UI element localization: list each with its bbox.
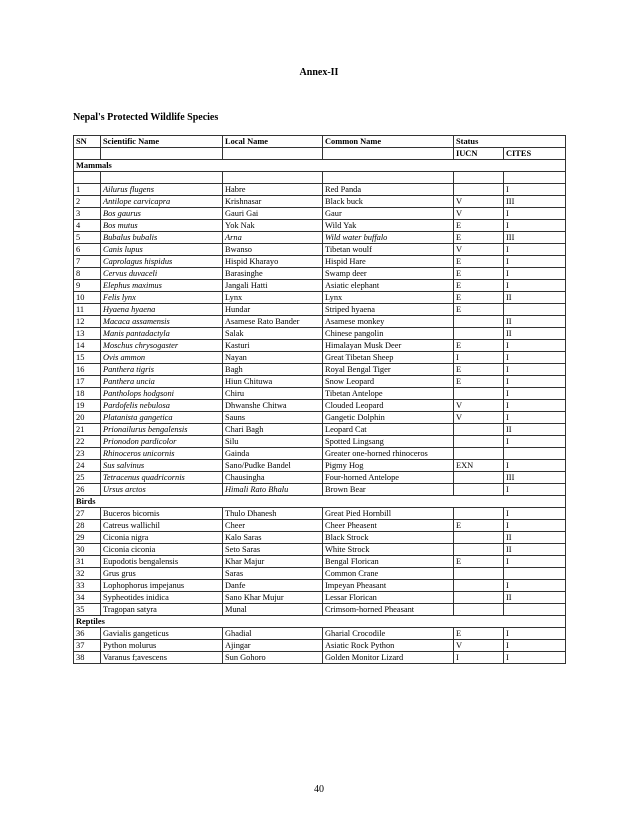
common-name-cell: Golden Monitor Lizard [323,652,454,664]
iucn-cell: E [454,232,504,244]
local-name-cell: Chiru [223,388,323,400]
sn-cell: 29 [74,532,101,544]
iucn-cell [454,316,504,328]
cites-cell: II [504,532,566,544]
sn-cell: 11 [74,304,101,316]
table-row [74,628,566,640]
sn-cell: 15 [74,352,101,364]
sn-cell: 34 [74,592,101,604]
section-title: Mammals [74,160,566,172]
cites-cell: I [504,256,566,268]
common-name-cell: Clouded Leopard [323,400,454,412]
cites-cell: I [504,520,566,532]
sn-cell: 5 [74,232,101,244]
sn-cell: 38 [74,652,101,664]
scientific-name-cell: Tetracenus quadricornis [101,472,223,484]
iucn-cell: E [454,280,504,292]
scientific-name-cell: Varanus f;avescens [101,652,223,664]
local-name-cell: Bwanso [223,244,323,256]
scientific-name-cell: Gavialis gangeticus [101,628,223,640]
local-name-cell: Sun Gohoro [223,652,323,664]
iucn-cell [454,448,504,460]
local-name-cell: Lynx [223,292,323,304]
iucn-cell [454,184,504,196]
table-row [74,364,566,376]
scientific-name-cell: Elephus maximus [101,280,223,292]
table-row [74,544,566,556]
table-row [74,448,566,460]
local-name-cell: Gainda [223,448,323,460]
local-name-cell: Gauri Gai [223,208,323,220]
cites-cell: I [504,208,566,220]
scientific-name-cell: Lophophorus impejanus [101,580,223,592]
table-row [74,484,566,496]
local-name-cell: Sauns [223,412,323,424]
common-name-cell: Asamese monkey [323,316,454,328]
common-name-cell: Hispid Hare [323,256,454,268]
local-name-cell: Himali Rato Bhalu [223,484,323,496]
section-row-reptiles [74,616,566,628]
cites-cell: I [504,376,566,388]
cites-cell: II [504,292,566,304]
local-name-cell: Ajingar [223,640,323,652]
cites-cell: III [504,472,566,484]
local-name-cell: Krishnasar [223,196,323,208]
sn-cell: 27 [74,508,101,520]
local-name-cell: Bagh [223,364,323,376]
scientific-name-cell: Platanista gangetica [101,412,223,424]
iucn-cell: E [454,220,504,232]
scientific-name-cell: Hyaena hyaena [101,304,223,316]
cites-cell: I [504,220,566,232]
scientific-name-cell: Eupodotis bengalensis [101,556,223,568]
sn-cell: 14 [74,340,101,352]
iucn-cell [454,604,504,616]
local-name-cell: Barasinghe [223,268,323,280]
sn-cell: 25 [74,472,101,484]
header-row [74,136,566,148]
table-row [74,472,566,484]
iucn-cell: V [454,640,504,652]
table-row [74,520,566,532]
common-name-cell: Bengal Florican [323,556,454,568]
local-name-cell: Munal [223,604,323,616]
local-name-cell: Salak [223,328,323,340]
cites-cell [504,568,566,580]
common-name-cell: Common Crane [323,568,454,580]
sn-cell: 21 [74,424,101,436]
table-row [74,376,566,388]
cites-cell: II [504,328,566,340]
local-name-cell: Seto Saras [223,544,323,556]
section-title: Birds [74,496,566,508]
scientific-name-cell: Grus grus [101,568,223,580]
table-row [74,388,566,400]
cites-cell: I [504,412,566,424]
scientific-name-cell: Pantholops hodgsoni [101,388,223,400]
cites-cell: I [504,388,566,400]
common-name-cell: Black buck [323,196,454,208]
table-row [74,244,566,256]
local-name-cell: Asamese Rato Bander [223,316,323,328]
iucn-cell: V [454,196,504,208]
scientific-name-cell: Sus salvinus [101,460,223,472]
iucn-cell: V [454,244,504,256]
local-name-cell: Kalo Saras [223,532,323,544]
iucn-cell: V [454,412,504,424]
iucn-cell [454,424,504,436]
cites-cell [504,604,566,616]
sn-cell: 23 [74,448,101,460]
common-name-cell: Black Strock [323,532,454,544]
scientific-name-cell: Prionodon pardicolor [101,436,223,448]
cites-cell: I [504,268,566,280]
local-name-cell: Chari Bagh [223,424,323,436]
iucn-cell: E [454,364,504,376]
common-name-cell: Royal Bengal Tiger [323,364,454,376]
sn-cell: 13 [74,328,101,340]
cites-cell: I [504,640,566,652]
iucn-cell: E [454,520,504,532]
common-name-cell: Crimsom-horned Pheasant [323,604,454,616]
header-sn: SN [74,136,101,148]
scientific-name-cell: Bos gaurus [101,208,223,220]
cites-cell [504,304,566,316]
local-name-cell: Ghadial [223,628,323,640]
table-row [74,340,566,352]
local-name-cell: Saras [223,568,323,580]
local-name-cell: Cheer [223,520,323,532]
common-name-cell: Great Pied Hornbill [323,508,454,520]
header-local-name: Local Name [223,136,323,148]
table-row [74,652,566,664]
header-subrow [74,148,566,160]
sn-cell: 30 [74,544,101,556]
iucn-cell: E [454,628,504,640]
cites-cell: I [504,484,566,496]
scientific-name-cell: Felis lynx [101,292,223,304]
table-row [74,580,566,592]
common-name-cell: Gaur [323,208,454,220]
local-name-cell: Habre [223,184,323,196]
sn-cell: 20 [74,412,101,424]
common-name-cell: Red Panda [323,184,454,196]
iucn-cell: E [454,268,504,280]
sn-cell: 22 [74,436,101,448]
table-row [74,568,566,580]
common-name-cell: Leopard Cat [323,424,454,436]
scientific-name-cell: Cervus duvaceli [101,268,223,280]
local-name-cell: Danfe [223,580,323,592]
sn-cell: 9 [74,280,101,292]
local-name-cell: Sano Khar Mujur [223,592,323,604]
common-name-cell: Striped hyaena [323,304,454,316]
table-row [74,220,566,232]
local-name-cell: Kasturi [223,340,323,352]
sn-cell: 18 [74,388,101,400]
scientific-name-cell: Ciconia ciconia [101,544,223,556]
table-row [74,184,566,196]
cites-cell [504,448,566,460]
scientific-name-cell: Pardofelis nebulosa [101,400,223,412]
sn-cell: 28 [74,520,101,532]
header-status: Status [454,136,566,148]
cites-cell: I [504,184,566,196]
iucn-cell [454,508,504,520]
common-name-cell: Impeyan Pheasant [323,580,454,592]
scientific-name-cell: Prionailurus bengalensis [101,424,223,436]
iucn-cell: E [454,292,504,304]
blank-row [74,172,566,184]
scientific-name-cell: Macaca assamensis [101,316,223,328]
common-name-cell: Great Tibetan Sheep [323,352,454,364]
iucn-cell [454,544,504,556]
scientific-name-cell: Ursus arctos [101,484,223,496]
table-row [74,232,566,244]
common-name-cell: Swamp deer [323,268,454,280]
cites-cell: II [504,544,566,556]
common-name-cell: Gangetic Dolphin [323,412,454,424]
iucn-cell [454,484,504,496]
iucn-cell [454,532,504,544]
cites-cell: I [504,652,566,664]
iucn-cell: E [454,304,504,316]
table-row [74,316,566,328]
common-name-cell: Asiatic elephant [323,280,454,292]
iucn-cell [454,388,504,400]
scientific-name-cell: Buceros bicornis [101,508,223,520]
sn-cell: 6 [74,244,101,256]
sn-cell: 8 [74,268,101,280]
cites-cell: III [504,232,566,244]
scientific-name-cell: Panthera tigris [101,364,223,376]
common-name-cell: Wild Yak [323,220,454,232]
sn-cell: 37 [74,640,101,652]
common-name-cell: Lessar Florican [323,592,454,604]
header-iucn: IUCN [454,148,504,160]
cites-cell: I [504,400,566,412]
iucn-cell: E [454,376,504,388]
scientific-name-cell: Sypheotides inidica [101,592,223,604]
sn-cell: 33 [74,580,101,592]
table-row [74,592,566,604]
common-name-cell: Cheer Pheasent [323,520,454,532]
common-name-cell: Himalayan Musk Deer [323,340,454,352]
cites-cell: I [504,556,566,568]
table-row [74,292,566,304]
scientific-name-cell: Antilope carvicapra [101,196,223,208]
common-name-cell: Four-horned Antelope [323,472,454,484]
common-name-cell: Greater one-horned rhinoceros [323,448,454,460]
section-title: Reptiles [74,616,566,628]
sn-cell: 1 [74,184,101,196]
common-name-cell: White Strock [323,544,454,556]
table-row [74,208,566,220]
scientific-name-cell: Catreus wallichil [101,520,223,532]
local-name-cell: Thulo Dhanesh [223,508,323,520]
table-row [74,640,566,652]
local-name-cell: Arna [223,232,323,244]
scientific-name-cell: Bos mutus [101,220,223,232]
table-row [74,532,566,544]
common-name-cell: Tibetan Antelope [323,388,454,400]
cites-cell: II [504,592,566,604]
table-row [74,460,566,472]
common-name-cell: Snow Leopard [323,376,454,388]
common-name-cell: Asiatic Rock Python [323,640,454,652]
scientific-name-cell: Bubalus bubalis [101,232,223,244]
table-row [74,508,566,520]
table-row [74,556,566,568]
iucn-cell: V [454,400,504,412]
local-name-cell: Chausingha [223,472,323,484]
iucn-cell: E [454,556,504,568]
scientific-name-cell: Rhinoceros unicornis [101,448,223,460]
section-row-birds [74,496,566,508]
common-name-cell: Lynx [323,292,454,304]
local-name-cell: Dhwanshe Chitwa [223,400,323,412]
table-row [74,604,566,616]
cites-cell: III [504,196,566,208]
table-row [74,400,566,412]
cites-cell: I [504,436,566,448]
annex-title: Annex-II [299,67,339,78]
section-row-mammals [74,160,566,172]
iucn-cell [454,568,504,580]
scientific-name-cell: Tragopan satyra [101,604,223,616]
table-row [74,424,566,436]
scientific-name-cell: Ailurus flugens [101,184,223,196]
common-name-cell: Wild water buffalo [323,232,454,244]
header-common-name: Common Name [323,136,454,148]
common-name-cell: Brown Bear [323,484,454,496]
scientific-name-cell: Panthera uncia [101,376,223,388]
table-row [74,256,566,268]
iucn-cell: E [454,340,504,352]
cites-cell: II [504,424,566,436]
cites-cell: I [504,340,566,352]
iucn-cell [454,472,504,484]
table-row [74,328,566,340]
cites-cell: I [504,580,566,592]
sn-cell: 4 [74,220,101,232]
common-name-cell: Gharial Crocodile [323,628,454,640]
scientific-name-cell: Python molurus [101,640,223,652]
cites-cell: I [504,628,566,640]
sn-cell: 24 [74,460,101,472]
common-name-cell: Spotted Lingsang [323,436,454,448]
iucn-cell: V [454,208,504,220]
cites-cell: I [504,244,566,256]
sn-cell: 10 [74,292,101,304]
scientific-name-cell: Ovis ammon [101,352,223,364]
local-name-cell: Hiun Chituwa [223,376,323,388]
sn-cell: 31 [74,556,101,568]
local-name-cell: Nayan [223,352,323,364]
table-row [74,304,566,316]
cites-cell: I [504,460,566,472]
local-name-cell: Yok Nak [223,220,323,232]
sn-cell: 36 [74,628,101,640]
local-name-cell: Jangali Hatti [223,280,323,292]
table-row [74,436,566,448]
sn-cell: 26 [74,484,101,496]
iucn-cell [454,580,504,592]
sn-cell: 35 [74,604,101,616]
sn-cell: 2 [74,196,101,208]
sn-cell: 17 [74,376,101,388]
cites-cell: I [504,352,566,364]
header-cites: CITES [504,148,566,160]
iucn-cell [454,328,504,340]
local-name-cell: Sano/Pudke Bandel [223,460,323,472]
sn-cell: 32 [74,568,101,580]
sn-cell: 12 [74,316,101,328]
cites-cell: II [504,316,566,328]
common-name-cell: Pigmy Hog [323,460,454,472]
scientific-name-cell: Canis lupus [101,244,223,256]
iucn-cell: I [454,352,504,364]
scientific-name-cell: Manis pantadactyla [101,328,223,340]
scientific-name-cell: Moschus chrysogaster [101,340,223,352]
table-row [74,352,566,364]
iucn-cell [454,592,504,604]
header-scientific-name: Scientific Name [101,136,223,148]
table-row [74,412,566,424]
iucn-cell: I [454,652,504,664]
page-number: 40 [314,784,324,795]
sn-cell: 3 [74,208,101,220]
iucn-cell: E [454,256,504,268]
cites-cell: I [504,364,566,376]
sn-cell: 19 [74,400,101,412]
common-name-cell: Tibetan woulf [323,244,454,256]
sn-cell: 7 [74,256,101,268]
cites-cell: I [504,280,566,292]
iucn-cell: EXN [454,460,504,472]
local-name-cell: Hispid Kharayo [223,256,323,268]
local-name-cell: Hundar [223,304,323,316]
scientific-name-cell: Caprolagus hispidus [101,256,223,268]
sn-cell: 16 [74,364,101,376]
document-title: Nepal's Protected Wildlife Species [73,112,219,123]
table-row [74,268,566,280]
table-row [74,280,566,292]
cites-cell: I [504,508,566,520]
common-name-cell: Chinese pangolin [323,328,454,340]
local-name-cell: Silu [223,436,323,448]
local-name-cell: Khar Majur [223,556,323,568]
protected-species-table [73,135,566,664]
table-row [74,196,566,208]
scientific-name-cell: Ciconia nigra [101,532,223,544]
iucn-cell [454,436,504,448]
